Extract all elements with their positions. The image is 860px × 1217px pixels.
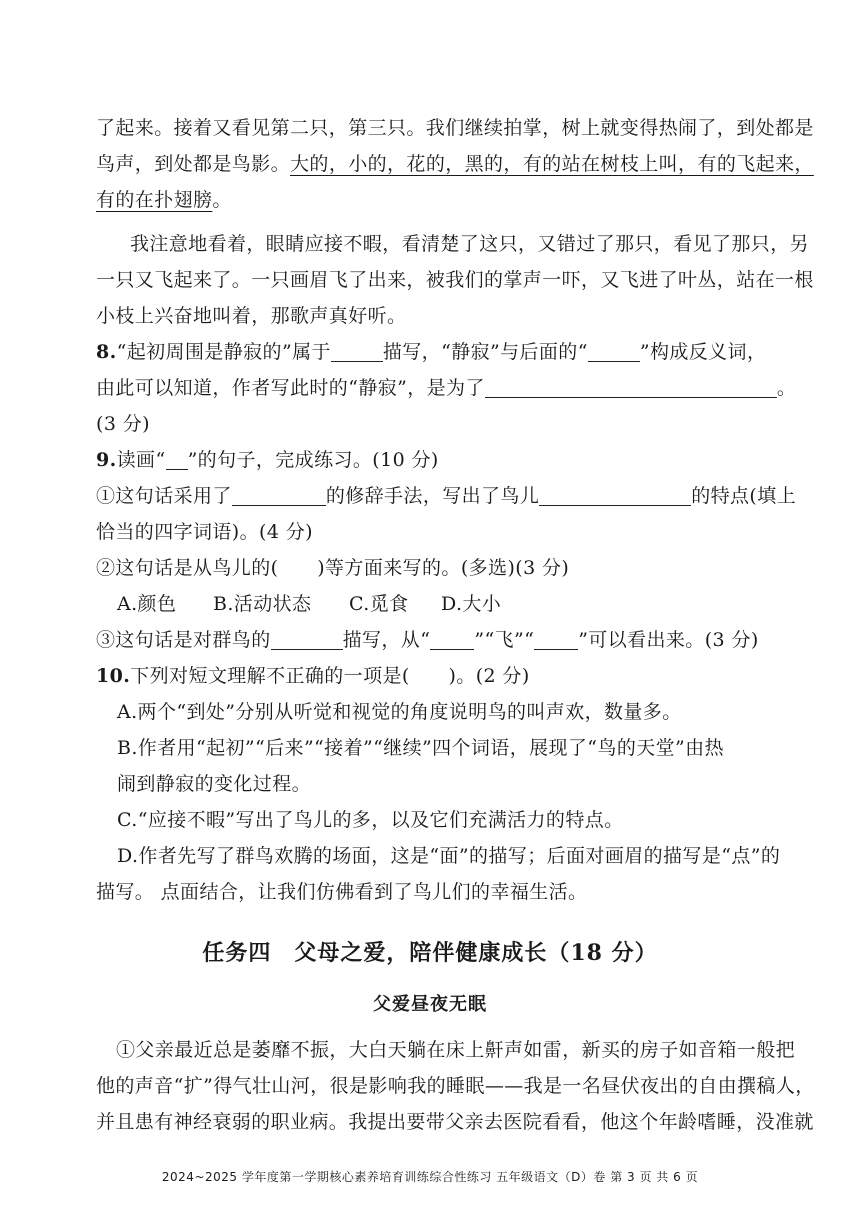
passage-line: 我注意地看着，眼睛应接不暇，看清楚了这只，又错过了那只，看见了那只，另: [130, 233, 810, 255]
option-d[interactable]: D.大小: [441, 593, 502, 615]
answer-blank[interactable]: [232, 483, 326, 506]
question-10-option-b-cont: 闹到静寂的变化过程。: [117, 773, 312, 795]
answer-blank[interactable]: [430, 627, 474, 650]
section-title: 任务四 父母之爱，陪伴健康成长（18 分）: [202, 940, 658, 966]
question-9-sub2: ②这句话是从鸟儿的( )等方面来写的。(多选)(3 分): [96, 557, 570, 579]
answer-blank[interactable]: [588, 339, 640, 362]
question-10-option-b[interactable]: B.作者用“起初”“后来”“接着”“继续”四个词语，展现了“鸟的天堂”由热: [117, 737, 724, 759]
question-10-option-d[interactable]: D.作者先写了群鸟欢腾的场面，这是“面”的描写；后面对画眉的描写是“点”的: [117, 845, 781, 867]
passage-line: 一只又飞起来了。一只画眉飞了出来，被我们的掌声一吓，又飞进了叶丛，站在一根: [96, 269, 814, 291]
question-9-options: [117, 586, 789, 622]
article-line: ①父亲最近总是萎靡不振，大白天躺在床上鼾声如雷，新买的房子如音箱一般把: [116, 1039, 796, 1061]
question-8-line2: 由此可以知道，作者写此时的“静寂”，是为了 。: [96, 377, 797, 399]
question-9-sub3: ③这句话是对群鸟的 描写，从“ ”“飞”“ ”可以看出来。(3 分): [96, 629, 759, 651]
option-b[interactable]: B.活动状态: [213, 593, 312, 615]
page-footer: 2024~2025 学年度第一学期核心素养培育训练综合性练习 五年级语文（D）卷 第 3 页 共 6 页: [161, 1170, 699, 1184]
passage-line: 有的在扑翅膀。: [96, 189, 232, 211]
article-title: 父爱昼夜无眠: [373, 994, 487, 1015]
passage-line: 了起来。接着又看见第二只，第三只。我们继续拍掌，树上就变得热闹了，到处都是: [96, 117, 814, 139]
option-c[interactable]: C.觅食: [349, 593, 409, 615]
article-line: 并且患有神经衰弱的职业病。我提出要带父亲去医院看看，他这个年龄嗜睡，没准就: [96, 1111, 814, 1133]
question-10-option-c[interactable]: C.“应接不暇”写出了鸟儿的多，以及它们充满活力的特点。: [117, 809, 624, 831]
underlined-sentence: 大的，小的，花的，黑的，有的站在树枝上叫，有的飞起来，: [290, 153, 814, 175]
answer-blank[interactable]: [534, 627, 578, 650]
answer-blank[interactable]: [331, 339, 383, 362]
article-line: 他的声音“扩”得气壮山河，很是影响我的睡眠——我是一名昼伏夜出的自由撰稿人，: [96, 1075, 815, 1097]
answer-blank[interactable]: [485, 375, 777, 398]
question-9: 9.读画“ ”的句子，完成练习。(10 分): [96, 449, 439, 471]
answer-blank[interactable]: [271, 627, 343, 650]
passage-line: 鸟声，到处都是鸟影。大的，小的，花的，黑的，有的站在树枝上叫，有的飞起来，: [96, 153, 814, 175]
question-10-option-d-cont: 描写。 点面结合，让我们仿佛看到了鸟儿们的幸福生活。: [96, 881, 588, 903]
option-a[interactable]: A.颜色: [117, 593, 177, 615]
passage-line: 小枝上兴奋地叫着，那歌声真好听。: [96, 305, 407, 327]
question-8: 8.“起初周围是静寂的”属于 描写，“静寂”与后面的“ ”构成反义词，: [96, 341, 767, 363]
question-9-sub1: ①这句话采用了 的修辞手法，写出了鸟儿 的特点(填上: [96, 485, 797, 507]
underlined-sentence: 有的在扑翅膀: [96, 189, 213, 211]
question-9-sub1-cont: 恰当的四字词语)。(4 分): [96, 521, 313, 543]
underline-mark: [166, 451, 188, 470]
answer-blank[interactable]: [539, 483, 691, 506]
question-10: 10.下列对短文理解不正确的一项是( )。(2 分): [96, 665, 530, 687]
question-10-option-a[interactable]: A.两个“到处”分别从听觉和视觉的角度说明鸟的叫声欢，数量多。: [117, 701, 682, 723]
question-score: (3 分): [96, 413, 150, 435]
